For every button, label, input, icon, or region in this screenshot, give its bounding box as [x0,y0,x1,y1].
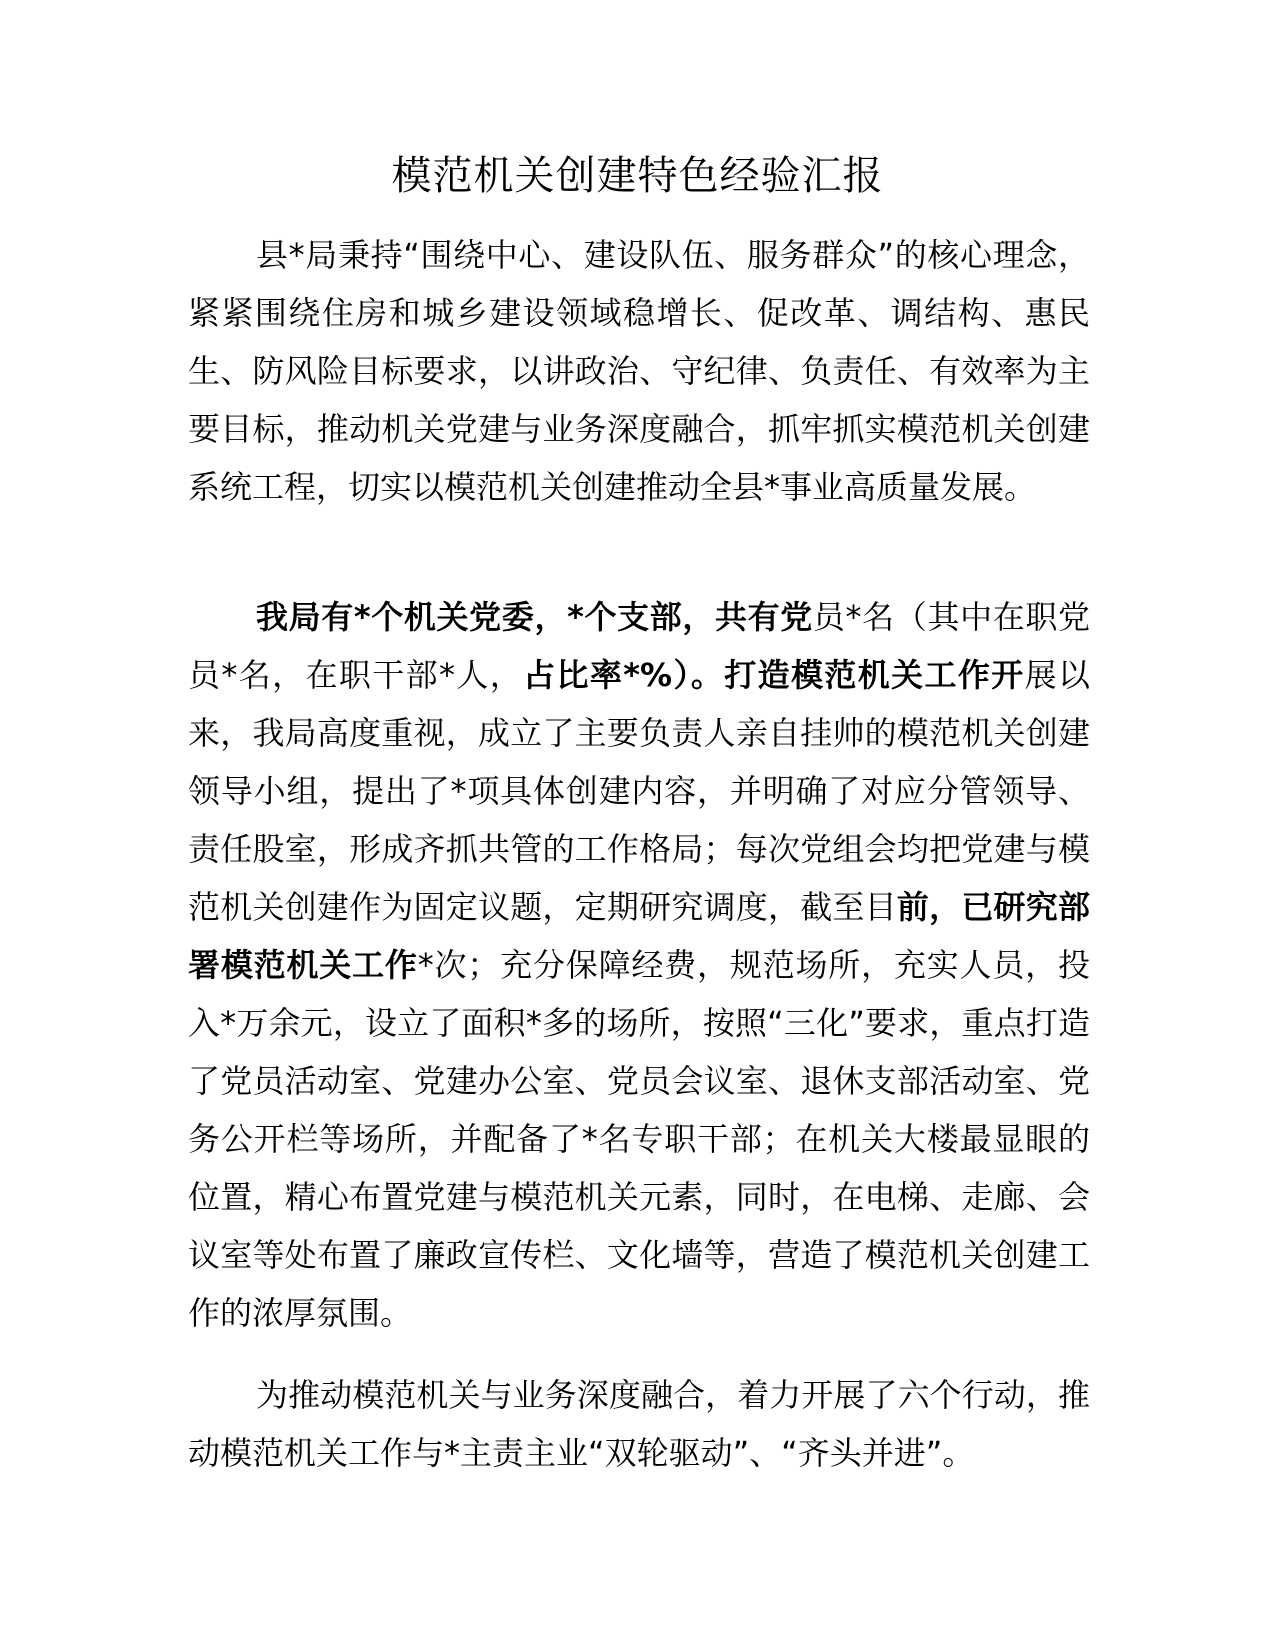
document-title: 模范机关创建特色经验汇报 [391,153,884,199]
paragraph-party-building [188,588,1090,1342]
bold-run-deployment: 前，已研究部署模范机关工作 [188,888,1090,984]
text-run-members: 员*名（其中在职党员*名，在职干部*人， [188,598,1090,694]
text-run-leadership: 展以来，我局高度重视，成立了主要负责人亲自挂帅的模范机关创建领导小组，提出了*项具体创建内容，并明确了对应分管领导、责任股室，形成齐抓共管的工作格局；每次党组会均把党建与模范机关创建作为固定议题，定期研究调度，截至目 [188,656,1090,926]
bold-run-ratio: 占比率*%）。打造模范机关工作开 [523,656,1025,694]
paragraph-intro: 县*局秉持“围绕中心、建设队伍、服务群众”的核心理念，紧紧围绕住房和城乡建设领域稳增长、促改革、调结构、惠民生、防风险目标要求，以讲政治、守纪律、负责任、有效率为主要目标，推动机关党建与业务深度融合，抓牢抓实模范机关创建系统工程，切实以模范机关创建推动全县*事业高质量发展。 [188,236,1090,506]
bold-run-party-counts: 我局有*个机关党委，*个支部，共有党 [256,598,813,636]
paragraph-six-actions: 为推动模范机关与业务深度融合，着力开展了六个行动，推动模范机关工作与*主责主业“双轮驱动”、“齐头并进”。 [188,1376,1090,1472]
text-run-facilities: *次；充分保障经费，规范场所，充实人员，投入*万余元，设立了面积*多的场所，按照“三化”要求，重点打造了党员活动室、党建办公室、党员会议室、退休支部活动室、党务公开栏等场所，并配备了*名专职干部；在机关大楼最显眼的位置，精心布置党建与模范机关元素，同时，在电梯、走廊、会议室等处布置了廉政宣传栏、文化墙等，营造了模范机关创建工作的浓厚氛围。 [188,946,1090,1332]
